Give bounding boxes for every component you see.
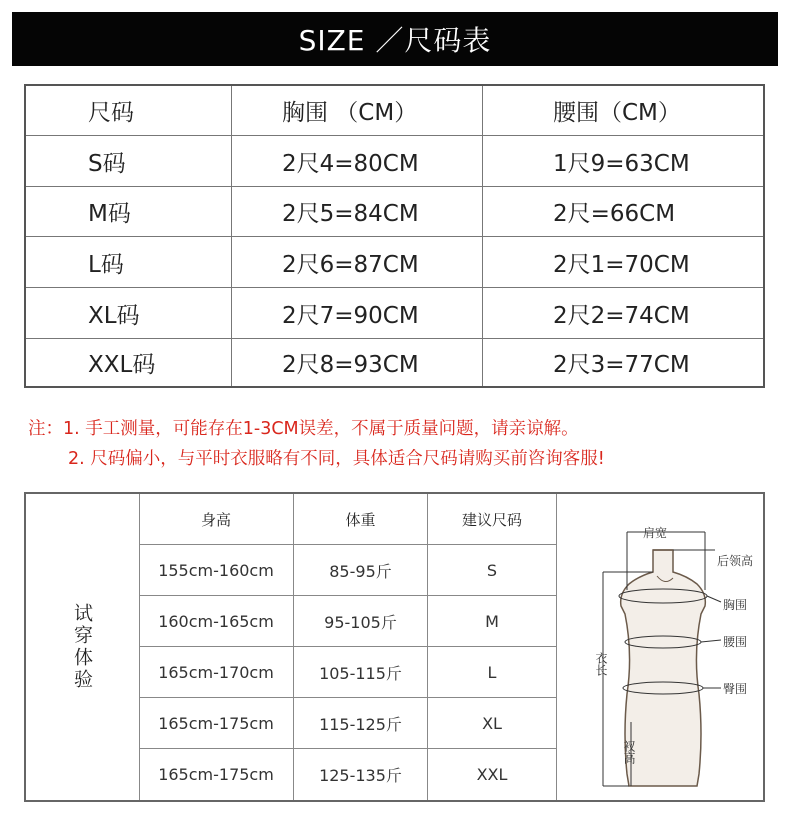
- trial-table: [24, 492, 765, 802]
- trial-cell: 95-105斤: [294, 596, 428, 647]
- size-chart-header: [12, 12, 778, 66]
- trial-side-label-text: 试穿体验: [71, 603, 93, 691]
- label-length: 衣长: [594, 652, 608, 676]
- trial-cell: L: [428, 647, 557, 698]
- size-table-cell: L码: [26, 237, 232, 288]
- trial-cell: S: [428, 545, 557, 596]
- trial-cell: M: [428, 596, 557, 647]
- chest-leader: [707, 596, 721, 602]
- trial-cell: 105-115斤: [294, 647, 428, 698]
- size-table-header-chest: 胸围 （CM）: [232, 86, 483, 136]
- trial-side-label: [26, 494, 140, 800]
- note-line-1: 注：1. 手工测量，可能存在1-3CM误差，不属于质量问题，请亲谅解。: [28, 419, 579, 439]
- size-table-cell: 2尺=66CM: [483, 187, 763, 237]
- trial-cell: 165cm-170cm: [139, 647, 294, 698]
- note-line-2: 2. 尺码偏小，与平时衣服略有不同，具体适合尺码请购买前咨询客服!: [68, 449, 605, 469]
- size-table-cell: 2尺4=80CM: [232, 136, 483, 187]
- size-table-cell: 2尺7=90CM: [232, 288, 483, 339]
- trial-header-height: 身高: [139, 494, 294, 545]
- trial-header-weight: 体重: [294, 494, 428, 545]
- size-notes: [28, 414, 605, 474]
- size-table-cell: 2尺6=87CM: [232, 237, 483, 288]
- size-table-cell: S码: [26, 136, 232, 187]
- qipao-measure-figure: [557, 494, 765, 800]
- label-slit: 衩高: [622, 740, 636, 764]
- size-table-cell: 2尺2=74CM: [483, 288, 763, 339]
- label-waist: 腰围: [723, 635, 748, 649]
- trial-cell: XXL: [428, 749, 557, 800]
- label-chest: 胸围: [723, 598, 748, 612]
- size-table-cell: 2尺5=84CM: [232, 187, 483, 237]
- size-table-cell: 2尺8=93CM: [232, 339, 483, 386]
- size-table-cell: M码: [26, 187, 232, 237]
- trial-cell: XL: [428, 698, 557, 749]
- trial-cell: 85-95斤: [294, 545, 428, 596]
- size-chart-title: SIZE ／尺码表: [298, 24, 492, 57]
- size-table-cell: XXL码: [26, 339, 232, 386]
- size-table-cell: XL码: [26, 288, 232, 339]
- trial-cell: 115-125斤: [294, 698, 428, 749]
- label-shoulder: 肩宽: [643, 526, 668, 540]
- trial-header-size: 建议尺码: [428, 494, 557, 545]
- size-table-header-waist: 腰围（CM）: [483, 86, 763, 136]
- size-table-header-size: 尺码: [26, 86, 232, 136]
- size-table-cell: 1尺9=63CM: [483, 136, 763, 187]
- label-back-collar: 后领高: [717, 554, 754, 568]
- label-hip: 臀围: [723, 682, 748, 696]
- waist-leader: [701, 640, 721, 642]
- trial-cell: 165cm-175cm: [139, 749, 294, 800]
- trial-cell: 160cm-165cm: [139, 596, 294, 647]
- size-table: [24, 84, 765, 388]
- trial-grid: [139, 494, 557, 800]
- size-table-cell: 2尺1=70CM: [483, 237, 763, 288]
- size-table-cell: 2尺3=77CM: [553, 352, 690, 378]
- trial-cell: 165cm-175cm: [139, 698, 294, 749]
- trial-cell: 125-135斤: [294, 749, 428, 800]
- trial-cell: 155cm-160cm: [139, 545, 294, 596]
